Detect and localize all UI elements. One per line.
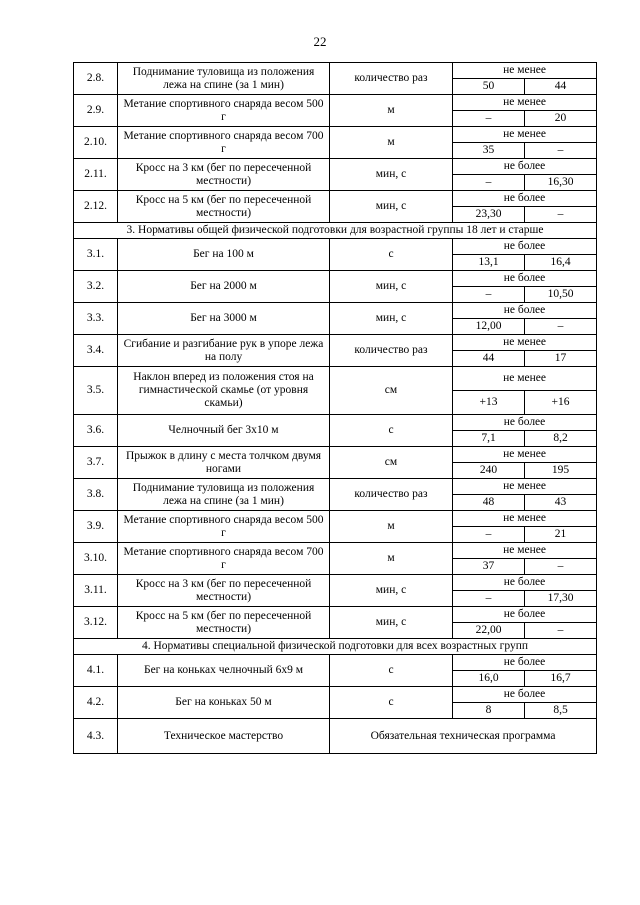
condition: не более — [453, 191, 597, 207]
exercise-name: Бег на 3000 м — [118, 303, 330, 335]
value-2: 195 — [525, 463, 597, 479]
exercise-name: Кросс на 5 км (бег по пересеченной местности) — [118, 191, 330, 223]
item-number: 2.12. — [74, 191, 118, 223]
condition: не менее — [453, 367, 597, 391]
item-number: 3.6. — [74, 415, 118, 447]
table-row — [74, 271, 597, 287]
section-header-row — [74, 223, 597, 239]
condition: не менее — [453, 511, 597, 527]
value-1: 50 — [453, 79, 525, 95]
value-1: 35 — [453, 143, 525, 159]
exercise-name: Бег на коньках 50 м — [118, 687, 330, 719]
table-row — [74, 303, 597, 319]
value-1: 22,00 — [453, 623, 525, 639]
value-1: – — [453, 111, 525, 127]
condition: не менее — [453, 63, 597, 79]
item-number: 4.1. — [74, 655, 118, 687]
value-1: – — [453, 175, 525, 191]
exercise-name: Сгибание и разгибание рук в упоре лежа на полу — [118, 335, 330, 367]
exercise-name: Кросс на 5 км (бег по пересеченной местности) — [118, 607, 330, 639]
value-2: 8,2 — [525, 431, 597, 447]
unit: мин, с — [330, 303, 453, 335]
table-row — [74, 655, 597, 671]
value-2: 20 — [525, 111, 597, 127]
page-number: 22 — [313, 34, 327, 49]
value-1: – — [453, 287, 525, 303]
norms-table-body — [74, 63, 597, 754]
value-2: 43 — [525, 495, 597, 511]
program-value: Обязательная техническая программа — [330, 719, 597, 754]
exercise-name: Поднимание туловища из положения лежа на спине (за 1 мин) — [118, 63, 330, 95]
item-number: 4.2. — [74, 687, 118, 719]
table-row — [74, 511, 597, 527]
table-row — [74, 719, 597, 754]
norms-table — [73, 62, 597, 754]
unit: количество раз — [330, 335, 453, 367]
unit: количество раз — [330, 63, 453, 95]
exercise-name: Кросс на 3 км (бег по пересеченной местности) — [118, 575, 330, 607]
value-2: +16 — [525, 391, 597, 415]
item-number: 3.7. — [74, 447, 118, 479]
value-2: 44 — [525, 79, 597, 95]
section-header-row — [74, 639, 597, 655]
value-2: 8,5 — [525, 703, 597, 719]
item-number: 3.2. — [74, 271, 118, 303]
value-2: – — [525, 623, 597, 639]
condition: не менее — [453, 447, 597, 463]
condition: не более — [453, 303, 597, 319]
item-number: 4.3. — [74, 719, 118, 754]
value-1: 48 — [453, 495, 525, 511]
table-row — [74, 367, 597, 391]
table-row — [74, 415, 597, 431]
item-number: 3.1. — [74, 239, 118, 271]
condition: не более — [453, 687, 597, 703]
unit: мин, с — [330, 191, 453, 223]
item-number: 3.12. — [74, 607, 118, 639]
item-number: 2.10. — [74, 127, 118, 159]
table-row — [74, 607, 597, 623]
exercise-name: Поднимание туловища из положения лежа на спине (за 1 мин) — [118, 479, 330, 511]
value-2: 17 — [525, 351, 597, 367]
table-row — [74, 191, 597, 207]
condition: не менее — [453, 543, 597, 559]
table-row — [74, 159, 597, 175]
condition: не более — [453, 415, 597, 431]
value-2: – — [525, 559, 597, 575]
unit: см — [330, 367, 453, 415]
table-row — [74, 687, 597, 703]
exercise-name: Бег на 2000 м — [118, 271, 330, 303]
item-number: 3.8. — [74, 479, 118, 511]
item-number: 3.4. — [74, 335, 118, 367]
value-1: 7,1 — [453, 431, 525, 447]
table-row — [74, 447, 597, 463]
value-2: – — [525, 143, 597, 159]
table-row — [74, 575, 597, 591]
unit: мин, с — [330, 271, 453, 303]
unit: с — [330, 239, 453, 271]
unit: количество раз — [330, 479, 453, 511]
condition: не менее — [453, 127, 597, 143]
value-1: 37 — [453, 559, 525, 575]
value-1: 12,00 — [453, 319, 525, 335]
exercise-name: Метание спортивного снаряда весом 700 г — [118, 543, 330, 575]
value-2: – — [525, 319, 597, 335]
table-row — [74, 95, 597, 111]
exercise-name: Техническое мастерство — [118, 719, 330, 754]
unit: м — [330, 95, 453, 127]
value-1: 240 — [453, 463, 525, 479]
condition: не более — [453, 271, 597, 287]
table-row — [74, 63, 597, 79]
section-title: 4. Нормативы специальной физической подготовки для всех возрастных групп — [74, 639, 597, 655]
item-number: 2.9. — [74, 95, 118, 127]
exercise-name: Кросс на 3 км (бег по пересеченной местности) — [118, 159, 330, 191]
item-number: 3.5. — [74, 367, 118, 415]
unit: мин, с — [330, 159, 453, 191]
exercise-name: Бег на коньках челночный 6х9 м — [118, 655, 330, 687]
value-2: 17,30 — [525, 591, 597, 607]
table-row — [74, 127, 597, 143]
unit: с — [330, 655, 453, 687]
exercise-name: Метание спортивного снаряда весом 700 г — [118, 127, 330, 159]
section-title: 3. Нормативы общей физической подготовки для возрастной группы 18 лет и старше — [74, 223, 597, 239]
item-number: 3.10. — [74, 543, 118, 575]
unit: с — [330, 415, 453, 447]
value-1: 44 — [453, 351, 525, 367]
item-number: 3.3. — [74, 303, 118, 335]
value-1: 8 — [453, 703, 525, 719]
item-number: 2.8. — [74, 63, 118, 95]
value-1: 23,30 — [453, 207, 525, 223]
table-row — [74, 543, 597, 559]
value-2: – — [525, 207, 597, 223]
exercise-name: Наклон вперед из положения стоя на гимнастической скамье (от уровня скамьи) — [118, 367, 330, 415]
value-1: 16,0 — [453, 671, 525, 687]
item-number: 3.11. — [74, 575, 118, 607]
exercise-name: Бег на 100 м — [118, 239, 330, 271]
unit: м — [330, 127, 453, 159]
exercise-name: Метание спортивного снаряда весом 500 г — [118, 511, 330, 543]
condition: не более — [453, 655, 597, 671]
unit: см — [330, 447, 453, 479]
exercise-name: Метание спортивного снаряда весом 500 г — [118, 95, 330, 127]
table-row — [74, 479, 597, 495]
condition: не менее — [453, 479, 597, 495]
unit: мин, с — [330, 575, 453, 607]
value-2: 16,30 — [525, 175, 597, 191]
value-2: 21 — [525, 527, 597, 543]
value-2: 10,50 — [525, 287, 597, 303]
unit: с — [330, 687, 453, 719]
condition: не менее — [453, 95, 597, 111]
value-1: – — [453, 591, 525, 607]
table-row — [74, 239, 597, 255]
item-number: 3.9. — [74, 511, 118, 543]
item-number: 2.11. — [74, 159, 118, 191]
value-2: 16,4 — [525, 255, 597, 271]
unit: м — [330, 511, 453, 543]
value-2: 16,7 — [525, 671, 597, 687]
exercise-name: Челночный бег 3х10 м — [118, 415, 330, 447]
table-row — [74, 335, 597, 351]
value-1: – — [453, 527, 525, 543]
condition: не более — [453, 239, 597, 255]
value-1: 13,1 — [453, 255, 525, 271]
condition: не менее — [453, 335, 597, 351]
unit: м — [330, 543, 453, 575]
condition: не более — [453, 607, 597, 623]
exercise-name: Прыжок в длину с места толчком двумя ногами — [118, 447, 330, 479]
unit: мин, с — [330, 607, 453, 639]
condition: не более — [453, 575, 597, 591]
condition: не более — [453, 159, 597, 175]
value-1: +13 — [453, 391, 525, 415]
